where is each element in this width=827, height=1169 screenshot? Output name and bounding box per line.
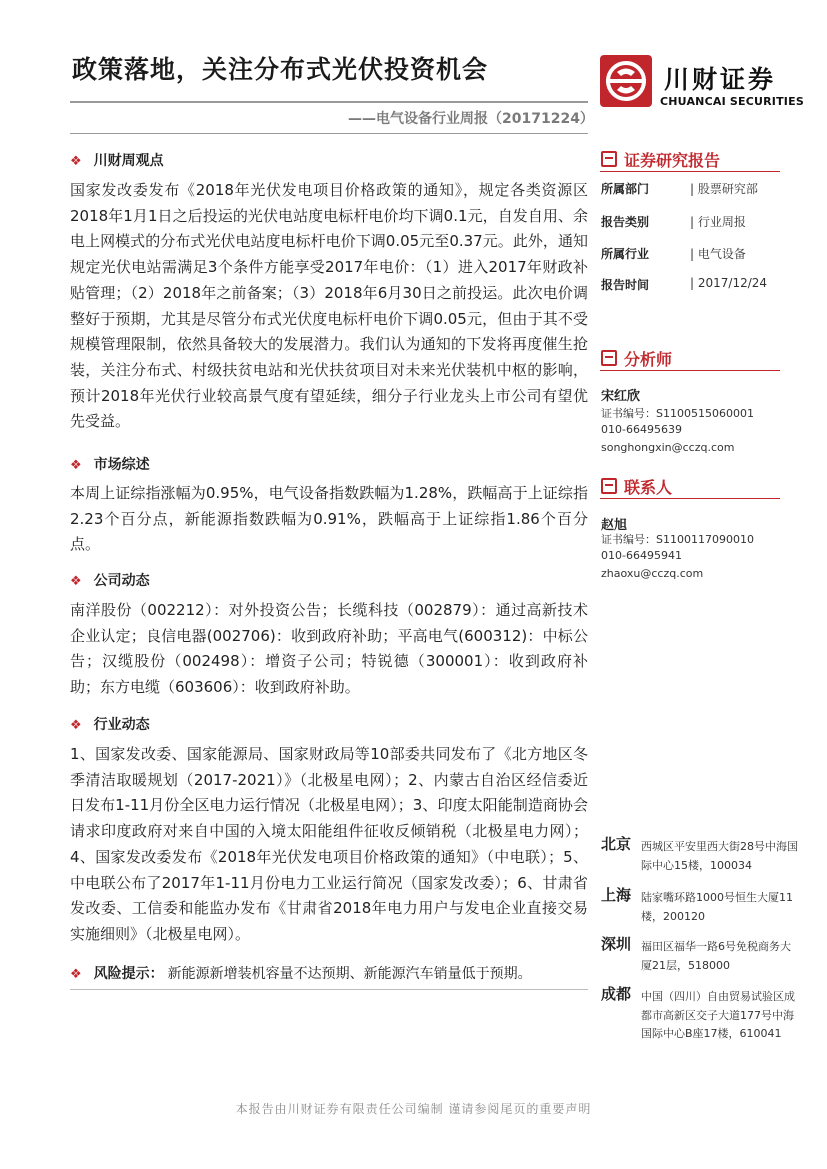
sidebar-divider: [600, 498, 780, 499]
market-paragraph: 本周上证综指涨幅为0.95%，电气设备指数跌幅为1.28%，跌幅高于上证综指2.23个百分点，新能源指数跌幅为0.91%，跌幅高于上证综指1.86个百分点。: [70, 484, 588, 554]
info-key-industry: 所属行业: [601, 247, 650, 261]
report-icon: [601, 151, 617, 167]
subtitle-divider: [70, 133, 588, 134]
analyst-email[interactable]: songhongxin@cczq.com: [601, 441, 735, 454]
address-shanghai: 陆家嘴环路1000号恒生大厦11楼，200120: [641, 891, 793, 923]
risk-text: 新能源新增装机容量不达预期、新能源汽车销量低于预期。: [167, 966, 532, 982]
address-city-chengdu: 成都: [601, 985, 632, 1003]
logo-name-en: CHUANCAI SECURITIES: [660, 95, 804, 108]
view-paragraph: 国家发改委发布《2018年光伏发电项目价格政策的通知》，规定各类资源区2018年1月1日之后投运的光伏电站度电标杆电价均下调0.1元，自发自用、余电上网模式的分布式光伏电站度电标杆电价下调0.05元至0.37元。此外，通知规定光伏电站需满足3个条件方能享受2017年电价：（1）进入2017年财政补贴管理；（2）2018年之前备案；（3）2018年6月30日之前投运。此次电价调整好于预期，尤其是尽管分布式光伏度电标杆电价下调0.05元，但由于其不受规模管理限制，依然具备较大的发展潜力。我们认为通知的下发将再度催生抢装，关注分布式、村级扶贫电站和光伏扶贫项目对未来光伏装机中枢的影响，预计2018年光伏行业较高景气度有望延续，细分子行业龙头上市公司有望优先受益。: [70, 181, 588, 431]
analyst-icon: [601, 350, 617, 366]
contact-email[interactable]: zhaoxu@cczq.com: [601, 567, 704, 580]
info-key-department: 所属部门: [601, 182, 650, 196]
sidebar-divider: [600, 171, 780, 172]
risk-warning: [70, 963, 532, 983]
info-value-industry: | 电气设备: [690, 247, 746, 261]
address-chengdu: 中国（四川）自由贸易试验区成都市高新区交子大道177号中海国际中心B座17楼，610041: [641, 990, 795, 1040]
info-value-date: | 2017/12/24: [690, 276, 768, 290]
contact-heading: 联系人: [601, 475, 672, 498]
info-key-category: 报告类别: [601, 215, 650, 229]
diamond-bullet-icon: ❖: [70, 154, 82, 169]
industry-paragraph: 1、国家发改委、国家能源局、国家财政局等10部委共同发布了《北方地区冬季清洁取暖规划（2017-2021）》（北极星电网）；2、内蒙古自治区经信委近日发布1-11月份全区电力运行情况（北极星电网）；3、印度太阳能制造商协会请求印度政府对来自中国的入境太阳能组件征收反倾销税（北极星电力网）；4、国家发改委发布《2018年光伏发电项目价格政策的通知》（中电联）；5、中电联公布了2017年1-11月份电力工业运行简况（国家发改委）；6、甘肃省发改委、工信委和能监办发布《甘肃省2018年电力用户与发电企业直接交易实施细则》（北极星电网）。: [70, 745, 588, 943]
report-info-heading: 证券研究报告: [601, 148, 720, 171]
address-city-shenzhen: 深圳: [601, 935, 632, 953]
section-heading-industry: ❖ 行业动态: [70, 717, 150, 733]
analyst-name: 宋红欣: [601, 389, 641, 404]
section-heading-market: ❖ 市场综述: [70, 457, 150, 473]
analyst-heading: 分析师: [601, 347, 672, 370]
report-subtitle: ——电气设备行业周报（20171224）: [348, 111, 594, 127]
contact-name: 赵旭: [601, 518, 628, 533]
diamond-bullet-icon: ❖: [70, 718, 82, 733]
contact-phone: 010-66495941: [601, 549, 682, 562]
address-city-beijing: 北京: [601, 835, 632, 853]
page-footer: 本报告由川财证券有限责任公司编制 谨请参阅尾页的重要声明: [235, 1102, 592, 1116]
diamond-bullet-icon: ❖: [70, 574, 82, 589]
logo-name-cn: 川财证券: [664, 65, 777, 94]
info-value-category: | 行业周报: [690, 215, 746, 229]
risk-label: 风险提示：: [93, 966, 164, 982]
contact-icon: [601, 478, 617, 494]
sidebar-divider: [600, 370, 780, 371]
section-heading-company: ❖ 公司动态: [70, 573, 150, 589]
address-city-shanghai: 上海: [601, 886, 632, 904]
report-title: 政策落地，关注分布式光伏投资机会: [72, 55, 489, 84]
contact-cert: 证书编号：S1100117090010: [601, 533, 754, 546]
section-heading-view: ❖ 川财周观点: [70, 153, 164, 169]
info-key-date: 报告时间: [601, 278, 650, 292]
address-beijing: 西城区平安里西大街28号中海国际中心15楼，100034: [641, 840, 798, 872]
company-paragraph: 南洋股份（002212）：对外投资公告；长缆科技（002879）：通过高新技术企业认定；良信电器(002706)：收到政府补助；平高电气(600312)：中标公告；汉缆股份（002498）：增资子公司；特锐德（300001）：收到政府补助；东方电缆（603606）：收到政府补助。: [70, 601, 588, 697]
title-divider: [70, 101, 588, 103]
address-shenzhen: 福田区福华一路6号免税商务大厦21层，518000: [641, 940, 791, 972]
analyst-cert: 证书编号：S1100515060001: [601, 407, 754, 420]
main-bottom-divider: [70, 989, 588, 990]
info-value-department: | 股票研究部: [690, 182, 758, 196]
chuancai-logo-icon: [600, 55, 652, 107]
diamond-bullet-icon: ❖: [70, 458, 82, 473]
analyst-phone: 010-66495639: [601, 423, 682, 436]
diamond-bullet-icon: ❖: [70, 967, 82, 982]
